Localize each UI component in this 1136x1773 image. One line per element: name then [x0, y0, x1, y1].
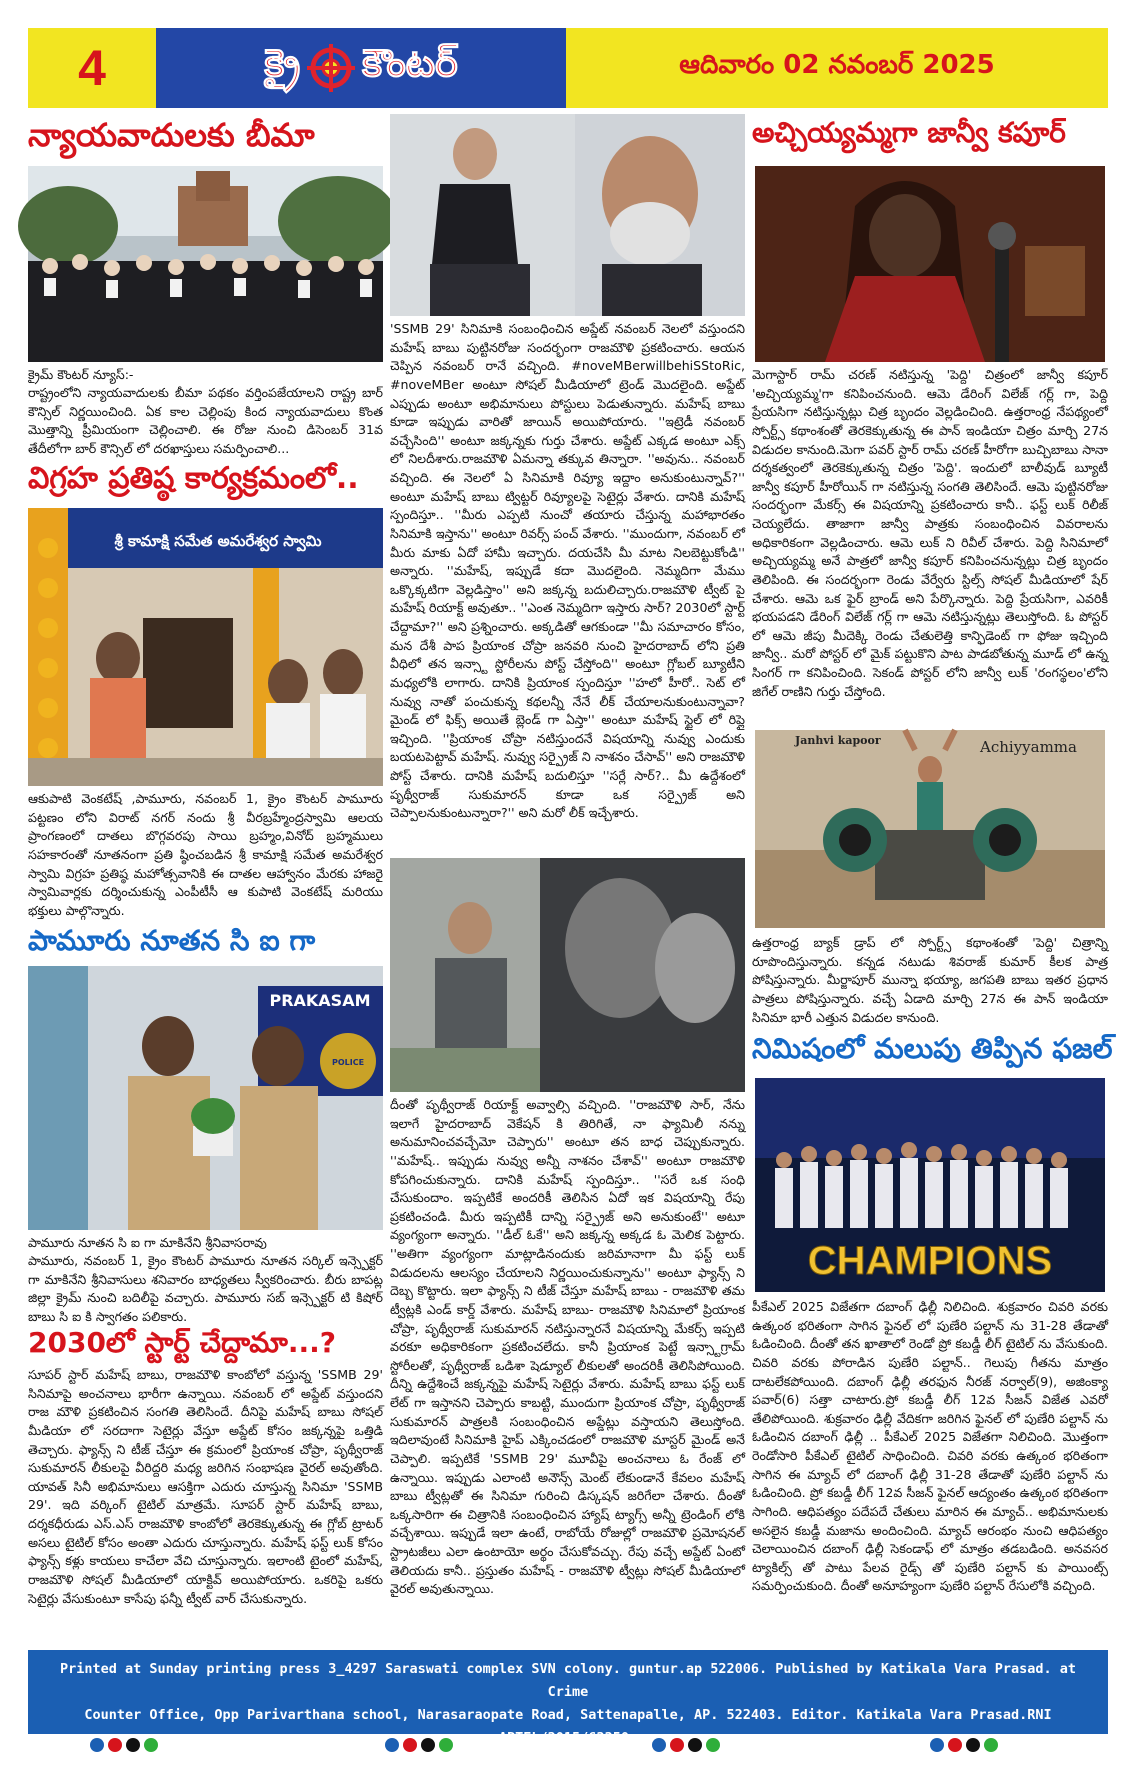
photo-mahesh-rajamouli	[390, 114, 745, 316]
body-pkl-final: పీకేఎల్ 2025 విజేతగా దబాంగ్ ఢిల్లీ నిలిచింది. శుక్రవారం చివరి వరకు ఉత్కంఠ భరితంగా సాగిన ఫైనల్ లో పుణేరి పల్టాన్ ను 31-28 తేడాతో ఓడించింది. దీంతో తన ఖాతాలో రెండో ప్రో కబడ్డీ లీగ్ టైటిల్ ను వేసుకుంది. చివరి వరకు పోరాడిన పుణేరి పల్టాన్.. గెలుపు గీతను మాత్రం దాటలేకపోయింది. దబాంగ్ ఢిల్లీ తరఫున నీరజ్ నర్వాల్(9), అజింక్యా పవార్(6) సత్తా చాటారు.ప్రో కబడ్డీ లీగ్ 12వ సీజన్ విజేత ఎవరో తేలిపోయింది. శుక్రవారం ఢిల్లీ వేదికగా జరిగిన ఫైనల్ లో పుణేరి పల్టాన్ ను ఓడించిన దబాంగ్ ఢిల్లీ .. పీకేఎల్ 2025 విజేతగా నిలిచింది. మొత్తంగా రెండోసారి పీకేఎల్ టైటిల్ సాధించింది. చివరి వరకు ఉత్కంఠ భరితంగా సాగిన ఈ మ్యాచ్ లో దబాంగ్ ఢిల్లీ 31-28 తేడాతో పుణేరి పల్టాన్ ను ఓడించింది. ప్రో కబడ్డీ లీగ్ 12వ సీజన్ ఫైనల్ ఆద్యంతం ఉత్కంఠ భరితంగా సాగింది. ఆధిపత్యం పదేపదే చేతులు మారిన ఈ మ్యాచ్.. అభిమానులకు అసలైన కబడ్డీ మజాను అందించింది. మ్యాచ్ ఆరంభం నుంచి ఆధిపత్యం చెలాయించిన దబాంగ్ ఢిల్లీ సెకండాఫ్ లో మాత్రం తడబడింది. అనవసర ట్యాకిల్స్ తో పాటు పేలవ రైడ్స్ తో పుణేరి పల్టాన్ కు పాయింట్స్ సమర్పించుకుంది. దీంతో అనూహ్యంగా పుణేరి పల్టాన్ రేసులోకి వచ్చింది.	[752, 1299, 1108, 1594]
photo-champions	[755, 1078, 1105, 1292]
newspaper-logo	[264, 41, 457, 95]
dot-red	[403, 1738, 417, 1752]
dot-red	[670, 1738, 684, 1752]
headline-idol-ceremony: విగ్రహ ప్రతిష్ఠ కార్యక్రమంలో..	[28, 461, 359, 496]
headline-lawyers-insurance: న్యాయవాదులకు బీమా	[28, 116, 315, 154]
headline-janhvi: అచ్చియ్యమ్మగా జాన్వీ కపూర్	[752, 116, 1066, 149]
dot-black	[421, 1738, 435, 1752]
imprint-line-3: Ph:9849707349 email:kvp6858@gmail.com	[417, 1752, 719, 1769]
registration-dots-3	[652, 1738, 720, 1752]
headline-2030-start: 2030లో స్టార్ట్ చేద్దామా...?	[28, 1326, 337, 1359]
police-banner-text: PRAKASAM	[269, 991, 371, 1010]
body-new-ci: పామూరు, నవంబర్ 1, క్రైం కౌంటర్ పామూరు నూతన సర్కిల్ ఇన్స్పెక్టర్ గా మాకినేని శ్రీనివాసులు శనివారం బాధ్యతలు స్వీకరించారు. బీరు బాపట్ల జిల్లా క్రైమ్ నుంచి బదిలీపై వచ్చారు. పామూరు సబ్ ఇన్స్పెక్టర్ టి కిషోర్ బాబు సి ఐ కి స్వాగతం పలికారు.	[28, 1253, 383, 1324]
dateline-lawyers: క్రైమ్ కౌంటర్ న్యూస్:-	[28, 367, 134, 382]
dot-green	[984, 1738, 998, 1752]
dot-black	[966, 1738, 980, 1752]
registration-dots-1	[90, 1738, 158, 1752]
dot-blue	[930, 1738, 944, 1752]
dot-blue	[90, 1738, 104, 1752]
dot-red	[108, 1738, 122, 1752]
photo-lawyers	[28, 166, 383, 362]
temple-banner-text: శ్రీ కామాక్షి సమేత అమరేశ్వర స్వామి	[114, 532, 322, 550]
body-idol-ceremony: ఆకుపాటి వెంకటేష్ ,పామూరు, నవంబర్ 1, క్రైం కౌంటర్ పామూరు పట్టణం లోని విరాట్ నగర్ నందు శ్రీ వీరబ్రహ్మేంద్రస్వామి ఆలయ ప్రాంగణంలో దాతలు బొగ్గవరపు సాయి బ్రహ్మం,వినోద్ బ్రహ్మములు సహకారంతో నూతనంగా ప్రతి ష్ఠించబడిన శ్రీ కామాక్షి సమేత అమరేశ్వర స్వామి విగ్రహ ప్రతిష్ఠ మహోత్సవానికి ఈ దాతల ఆహ్వానం మేరకు హాజరై స్వామివార్లకు దర్శించుకున్న ఎంపీటీసీ ఆ కుపాటి వెంకటేష్ మరియు భక్తులు పాల్గొన్నారు.	[28, 791, 383, 918]
poster-role-text: Achiyyamma	[980, 738, 1077, 756]
poster-name-text: Janhvi kapoor	[795, 734, 881, 747]
body-2030-start: సూపర్ స్టార్ మహేష్ బాబు, రాజమౌళి కాంబోలో వస్తున్న 'SSMB 29' సినిమాపై అంచనాలు భారీగా ఉన్నాయి. నవంబర్ లో అప్డేట్ వస్తుందని రాజ మౌళి ప్రకటించిన సంగతి తెలిసిందే. దీనిపై మహేష్ బాబు సోషల్ మీడియా లో సరదాగా సెటైర్లు వేస్తూ అప్డేట్ కోసం జక్కన్నపై ఒత్తిడి తెచ్చారు. ఫ్యాన్స్ ని టీజ్ చేస్తూ ఈ క్రమంలో ప్రియాంక చోప్రా, పృథ్వీరాజ్ సుకుమారన్ లీకులపై వీరిద్దరి మధ్య జరిగిన సంభాషణ వైరల్ అవుతోంది. యావత్ సినీ అభిమానులు ఆసక్తిగా ఎదురు చూస్తున్న సినిమా 'SSMB 29'. ఇది వర్కింగ్ టైటిల్ మాత్రమే. సూపర్ స్టార్ మహేష్ బాబు, దర్శకధీరుడు ఎస్.ఎస్ రాజమౌళి కాంబోలో తెరకెక్కుతున్న ఈ గ్లోబ్ ట్రాటర్ అసలు టైటిల్ కోసం అంతా ఎదురు చూస్తున్నారు. మహేష్ ఫస్ట్ లుక్ కోసం ఫ్యాన్స్ కళ్లు కాయలు కాచేలా వేచి చూస్తున్నారు. ఇలాంటి టైంలో మహేష్, రాజమౌళి సోషల్ మీడియాలో యాక్టివ్ అయిపోయారు. ఒకరిపై ఒకరు సెటైర్లు వేసుకుంటూ కాసేపు ఫన్నీ ట్వీట్ వార్ చేసుకున్నారు.	[28, 1367, 383, 1606]
champions-banner-text: CHAMPIONS	[807, 1239, 1053, 1283]
issue-date: ఆదివారం 02 నవంబర్ 2025	[679, 50, 995, 80]
photo-temple	[28, 508, 383, 786]
dot-green	[144, 1738, 158, 1752]
imprint-footer	[28, 1650, 1108, 1769]
caption-new-ci: పామూరు నూతన సి ఐ గా మాకినేని శ్రీనివాసరావు	[28, 1235, 267, 1250]
photo-mahesh-poster	[390, 858, 745, 1092]
registration-dots-4	[930, 1738, 998, 1752]
logo-text-right: కౌంటర్	[362, 41, 458, 85]
body-lawyers: రాష్ట్రంలోని న్యాయవాదులకు బీమా పథకం వర్తింపజేయాలని రాష్ట్ర బార్ కౌన్సిల్ నిర్ణయించింది. ఏక కాల చెల్లింపు కింద న్యాయవాదులు కొంత మొత్తాన్ని ప్రీమియంగా చెల్లించాలి. ఈ రోజు నుంచి డిసెంబర్ 31వ తేదీలోగా బార్ కౌన్సిల్ లో దరఖాస్తులు సమర్పించాలి...	[28, 385, 383, 456]
dot-green	[439, 1738, 453, 1752]
imprint-line-1: Printed at Sunday printing press 3_4297 Saraswati complex SVN colony. guntur.ap 522006. Published by Katikala Vara Prasad. at Crime	[60, 1661, 1076, 1700]
photo-police	[28, 966, 383, 1230]
dot-black	[126, 1738, 140, 1752]
body-janhvi: మెగాస్టార్ రామ్ చరణ్ నటిస్తున్న 'పెద్ది' చిత్రంలో జాన్వీ కపూర్ 'అచ్చియ్యమ్మ'గా కనిపించనుంది. ఆమె డేరింగ్ విలేజ్ గర్ల్ గా, పెద్ది ప్రేయసిగా నటిస్తున్నట్లు చిత్ర బృందం వెల్లడించింది. ఉత్తరాంధ్ర నేపథ్యంలో స్పోర్ట్స్ కథాంశంతో తెరకెక్కుతున్న ఈ పాన్ ఇండియా చిత్రం మార్చి 27న విడుదల కానుంది.మెగా పవర్ స్టార్ రామ్ చరణ్ హీరోగా బుచ్చిబాబు సానా దర్శకత్వంలో తెరకెక్కుతున్న చిత్రం 'పెద్ది'. ఇందులో బాలీవుడ్ బ్యూటీ జాన్వీ కపూర్ హీరోయిన్ గా నటిస్తున్న సంగతి తెలిసిందే. ఆమె పుట్టినరోజు సందర్భంగా మేకర్స్ ఈ విషయాన్ని ప్రకటించారు కానీ.. ఫస్ట్ లుక్ రిలీజ్ చెయ్యలేదు. తాజాగా జాన్వీ పాత్రకు సంబంధించిన వివరాలను అధికారికంగా వెల్లడించారు. ఆమె లుక్ ని రివీల్ చేశారు. పెద్ది సినిమాలో అచ్చియ్యమ్మ అనే పాత్రలో జాన్వీ కపూర్ కనిపించనున్నట్లు చిత్ర బృందం తెలిపింది. ఈ సందర్భంగా రెండు వేర్వేరు స్టిల్స్ సోషల్ మీడియాలో షేర్ చేశారు. ఆమె ఒక ఫైర్ బ్రాండ్ అని పేర్కొన్నారు. పెద్ది ప్రేయసిగా, ఎవరికీ భయపడని డేరింగ్ విలేజ్ గర్ల్ గా ఆమె నటిస్తున్నట్లు తెలుస్తోంది. ఓ పోస్టర్ లో ఆమె జీపు మీదెక్కి రెండు చేతులెత్తి కాన్ఫిడెంట్ గా ఫోజు ఇచ్చింది జాన్వీ.. మరో పోస్టర్ లో మైక్ పట్టుకొని పాట పాడబోతున్న మూడ్ లో ఉన్న సింగర్ గా కనిపించింది. సెకండ్ పోస్టర్ లోని జాన్వీ లుక్ 'రంగస్థలం'లోని జిగేల్ రాణిని గుర్తు చేస్తోంది.	[752, 367, 1108, 699]
headline-pkl-final: నిమిషంలో మలుపు తిప్పిన ఫజల్	[752, 1032, 1113, 1065]
crosshair-icon	[306, 43, 356, 93]
dot-blue	[652, 1738, 666, 1752]
dot-green	[706, 1738, 720, 1752]
dot-red	[948, 1738, 962, 1752]
registration-dots-2	[385, 1738, 453, 1752]
body-ssmb-update: 'SSMB 29' సినిమాకి సంబంధించిన అప్డేట్ నవంబర్ నెలలో వస్తుందని మహేష్ బాబు పుట్టినరోజు సందర్భంగా రాజమౌళి ప్రకటించారు. ఆయన చెప్పిన నవంబర్ రానే వచ్చింది. #noveMBerwillbehiSStoRic, #noveMBer అంటూ సోషల్ మీడియాలో ట్రెండ్ మొదలైంది. అప్డేట్ ఎప్పుడు అంటూ అభిమానులు పోస్టులు పెడుతున్నారు. మహేష్ బాబు కూడా ఇప్పుడు వారితో జాయిన్ అయిపోయారు. ''ఇట్రెడీ నవంబర్ వచ్చేసింది'' అంటూ జక్కన్నకు గుర్తు చేశారు. అప్డేట్ ఎక్కడ అంటూ ఎక్స్ లో నిలదీశారు.రాజమౌళి ఏమన్నా తక్కువ తిన్నారా. ''అవును.. నవంబర్ వచ్చింది. ఈ నెలలో ఏ సినిమాకి రివ్యూ ఇద్దాం అనుకుంటున్నావ్?'' అంటూ మహేష్ బాబు ట్విట్టర్ రివ్యూలపై సెటైర్లు వేశారు. దానికి మహేష్ స్పందిస్తూ.. ''మీరు ఎప్పటి నుంచో తయారు చేస్తున్న మహాభారతం సినిమాకి ఇస్తాను'' అంటూ రివర్స్ పంచ్ వేశారు. ''ముందుగా, నవంబర్ లో మీరు మాకు ఏదో హామీ ఇచ్చారు. దయచేసి మీ మాట నిలబెట్టుకోండి'' అన్నారు. ''మహేష్, ఇప్పుడే కదా మొదలైంది. నెమ్మదిగా మేము ఒక్కొక్కటిగా వెల్లడిస్తాం'' అని జక్కన్న బదులిచ్చారు.రాజమౌళి ట్వీట్ పై మహేష్ రియాక్ట్ అవుతూ.. ''ఎంత నెమ్మదిగా ఇస్తారు సార్? 2030లో స్టార్ట్ చేద్దామా?'' అని ప్రశ్నించారు. అక్కడితో ఆగకుండా ''మీ సమాచారం కోసం, మన దేశీ పాప ప్రియాంక చోప్రా జనవరి నుంచి హైదరాబాద్ లోని ప్రతి వీధిలో తన ఇన్స్టా స్టోరీలను పోస్ట్ చేస్తోంది'' అంటూ గ్లోబల్ బ్యూటీని మధ్యలోకి లాగారు. దానికి ప్రియాంక స్పందిస్తూ ''హలో హీరో.. సెట్ లో నువ్వు నాతో పంచుకున్న కథలన్నీ నేనే లీక్ చేయాలనుకుంటున్నావా? మైండ్ లో ఫిక్స్ అయితే బ్లెండ్ గా ఏస్తా'' అంటూ మహేష్ స్టైల్ లో రిప్లై ఇచ్చింది. ''ప్రియాంక చోప్రా నటిస్తుందనే విషయాన్ని నువ్వు ఎందుకు బయటపెట్టావ్ మహేష్. నువ్వు సర్ప్రైజ్ ని నాశనం చేసావ్'' అని రాజమౌళి పోస్ట్ చేశారు. దానికి మహేష్ బదులిస్తూ ''సర్లే సార్?.. మీ ఉద్దేశంలో పృథ్వీరాజ్ సుకుమారన్ కూడా ఒక సర్ప్రైజ్ అని చెప్పాలనుకుంటున్నారా?'' అని మరో లీక్ ఇచ్చేశారు.	[390, 321, 745, 821]
dot-blue	[385, 1738, 399, 1752]
headline-new-ci: పామూరు నూతన సి ఐ గా	[28, 924, 316, 957]
dot-black	[688, 1738, 702, 1752]
photo-janhvi-singing	[755, 166, 1105, 362]
photo-janhvi-poster	[755, 730, 1105, 928]
body-ssmb-reactions: దీంతో పృథ్వీరాజ్ రియాక్ట్ అవ్వాల్సి వచ్చింది. ''రాజమౌళి సార్, నేను ఇలాగే హైదరాబాద్ వెకేషన్ కి తిరిగితే, నా ఫ్యామిలీ నన్ను అనుమానించవచ్చేమో చెప్పారు'' అంటూ తన బాధ చెప్పుకున్నారు. ''మహేష్.. ఇప్పుడు నువ్వు అన్నీ నాశనం చేశావ్'' అంటూ రాజమౌళి కోపగించుకున్నారు. దానికి మహేష్ స్పందిస్తూ.. ''సరే ఒక సంధి చేసుకుందాం. ఇప్పటికే అందరికీ తెలిసిన ఏదో ఇక విషయాన్ని రేపు ప్రకటించండి. మీరు ఇప్పటికీ దాన్ని సర్ప్రైజ్ అని అనుకుంటే'' అటూ వ్యంగ్యంగా అన్నారు. ''డీల్ ఓకే'' అని జక్కన్న అక్కడ ఓ మెలిక పెట్టారు. ''అతిగా వ్యంగ్యంగా మాట్లాడినందుకు జరిమానాగా మీ ఫస్ట్ లుక్ విడుదలను ఆలస్యం చేయాలని నిర్ణయించుకున్నాను'' అంటూ ఫ్యాన్స్ ని దెబ్బ కొట్టారు. ఇలా ఫ్యాన్స్ ని టీజ్ చేస్తూ మహేష్ బాబు - రాజమౌళి తమ ట్వీట్లకి ఎండ్ కార్డ్ వేశారు. మహేష్ బాబు- రాజమౌళి సినిమాలో ప్రియాంక చోప్రా, పృథ్వీరాజ్ సుకుమారన్ నటిస్తున్నారనే విషయాన్ని మేకర్స్ ఇప్పటి వరకూ అధికారికంగా ప్రకటించలేదు. కానీ ప్రియాంక పెట్టే ఇన్స్టాగ్రామ్ స్టోరీలతో, పృథ్వీరాజ్ ఒడిశా షెడ్యూల్ లీకులతో అందరికీ తెలిసిపోయింది. దీన్ని ఉద్దేశించే జక్కన్నపై మహేష్ సెటైర్లు వేశారు. మహేష్ బాబు ఫస్ట్ లుక్ లేట్ గా ఇస్తానని చెప్పారు కాబట్టి, ముందుగా ప్రియాంక చోప్రా, పృథ్వీరాజ్ సుకుమారన్ పాత్రలకి సంబంధించిన అప్డేట్లు వస్తాయని తెలుస్తోంది. ఇదిలావుంటే సినిమాకి హైప్ ఎక్కించడంలో రాజమౌళి మాస్టర్ మైండ్ అనే చెప్పాలి. ఇప్పటికే 'SSMB 29' మూవీపై అంచనాలు ఓ రేంజ్ లో ఉన్నాయి. ఇప్పుడు ఎలాంటి అనౌన్స్ మెంట్ లేకుండానే కేవలం మహేష్ బాబు ట్వీట్లతో ఈ సినిమా గురించి డిస్కషన్ జరిగేలా చేశారు. దీంతో ఒక్కసారిగా ఈ చిత్రానికి సంబంధించిన హ్యాష్ ట్యాగ్స్ అన్నీ ట్రెండింగ్ లోకి వచ్చేశాయి. ఇప్పుడే ఇలా ఉంటే, రాబోయే రోజుల్లో రాజమౌళి ప్రమోషనల్ స్ట్రాటజీలు ఎలా ఉంటాయో అర్థం చేసుకోవచ్చు. రేపు వచ్చే అప్డేట్ ఏంటో తెలియదు కానీ.. ప్రస్తుతం మహేష్ - రాజమౌళి ట్వీట్లు సోషల్ మీడియాలో వైరల్ అవుతున్నాయి.	[390, 1097, 745, 1597]
body-peddi-release: ఉత్తరాంధ్ర బ్యాక్ డ్రాప్ లో స్పోర్ట్స్ కథాంశంతో 'పెద్ది' చిత్రాన్ని రూపొందిస్తున్నారు. కన్నడ నటుడు శివరాజ్ కుమార్ కీలక పాత్ర పోషిస్తున్నారు. మీర్జాపూర్ మున్నా భయ్యా, జగపతి బాబు ఇతర ప్రధాన పాత్రలు పోషిస్తున్నారు. వచ్చే ఏడాది మార్చి 27న ఈ పాన్ ఇండియా సినిమా భారీ ఎత్తున విడుదల కానుంది.	[752, 935, 1108, 1025]
police-badge-text: POLICE	[331, 1058, 365, 1067]
page-number: 4	[78, 40, 106, 96]
imprint-line-2: Counter Office, Opp Parivarthana school, Narasaraopate Road, Sattenapalle, AP. 522403. Editor. Katikala Vara Prasad.RNI APTEL/2015/62250.	[84, 1706, 1052, 1746]
logo-text-left: క్రై	[264, 41, 301, 85]
masthead-logo-panel	[156, 28, 566, 108]
